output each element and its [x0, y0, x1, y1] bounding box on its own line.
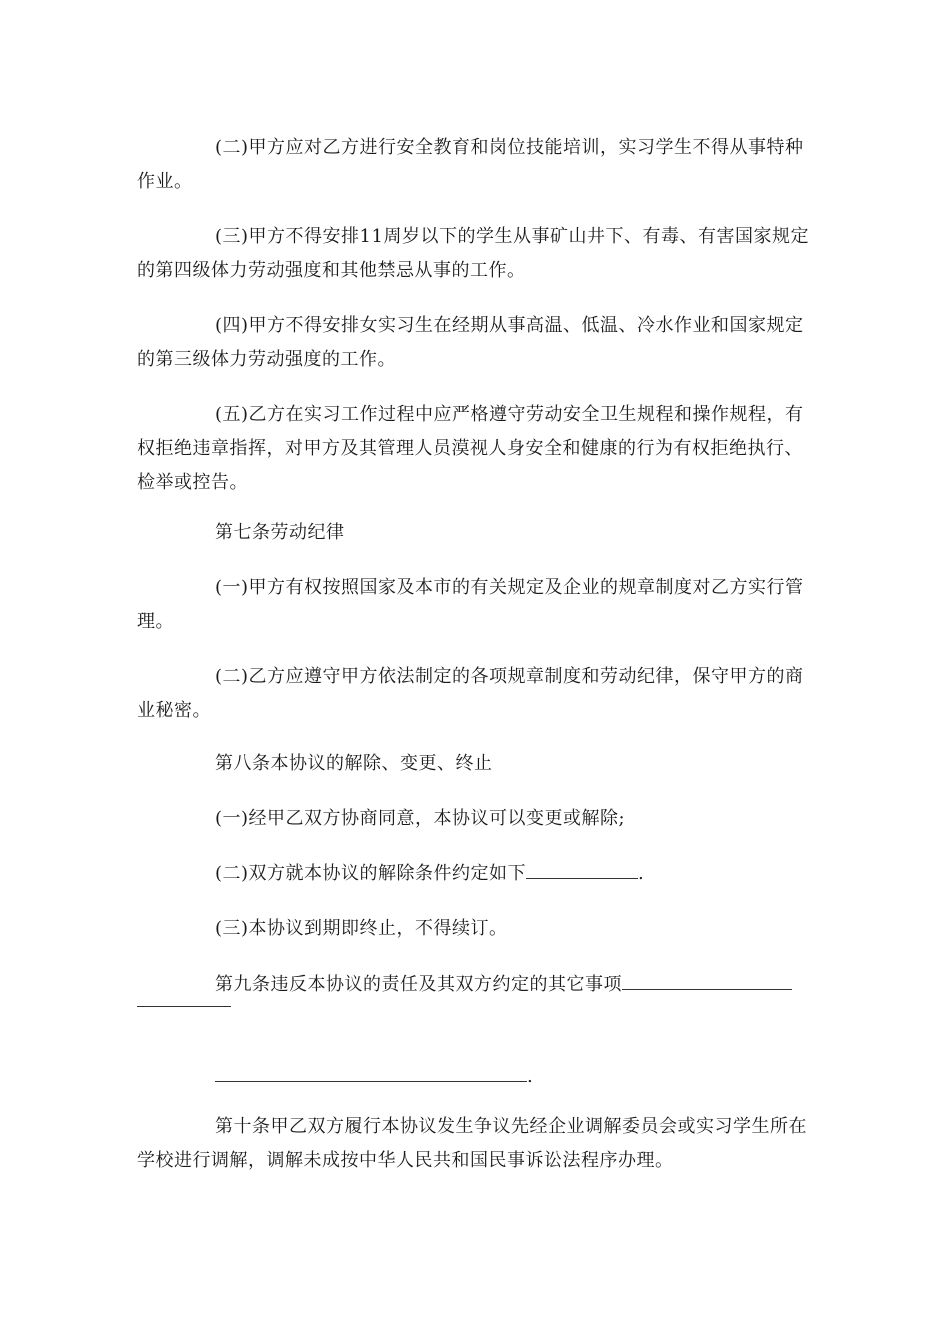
fill-in-blank: [215, 1063, 527, 1082]
clause-7-item-1: (一)甲方有权按照国家及本市的有关规定及企业的规章制度对乙方实行管理。: [137, 577, 804, 632]
clause-7-item-2: (二)乙方应遵守甲方依法制定的各项规章制度和劳动纪律，保守甲方的商业秘密。: [137, 666, 804, 721]
fill-in-blank: [526, 860, 638, 879]
clause-8-item-2: [215, 857, 644, 891]
clause-8-item-2-text: (二)双方就本协议的解除条件约定如下: [215, 863, 527, 884]
fill-in-blank: [622, 971, 792, 990]
article-9-text: 第九条违反本协议的责任及其双方约定的其它事项: [215, 974, 622, 995]
clause-6-item-5: (五)乙方在实习工作过程中应严格遵守劳动安全卫生规程和操作规程，有权拒绝违章指挥，对甲方及其管理人员漠视人身安全和健康的行为有权拒绝执行、检举或控告。: [137, 404, 804, 493]
fill-in-blank-continued: [137, 1006, 231, 1007]
clause-8-item-3: (三)本协议到期即终止，不得续订。: [215, 918, 508, 939]
clause-6-item-2: (二)甲方应对乙方进行安全教育和岗位技能培训，实习学生不得从事特种作业。: [137, 137, 804, 192]
article-9-heading: [215, 968, 792, 1002]
article-9-blank-line: [215, 1060, 533, 1094]
article-10: 第十条甲乙双方履行本协议发生争议先经企业调解委员会或实习学生所在学校进行调解，调解未成按中华人民共和国民事诉讼法程序办理。: [137, 1116, 807, 1171]
article-8-heading: 第八条本协议的解除、变更、终止: [215, 753, 493, 774]
clause-8-item-1: (一)经甲乙双方协商同意，本协议可以变更或解除;: [215, 808, 626, 829]
article-9-blank-period: .: [527, 1066, 534, 1087]
clause-6-item-4: (四)甲方不得安排女实习生在经期从事高温、低温、冷水作业和国家规定的第三级体力劳动强度的工作。: [137, 315, 804, 370]
clause-8-item-2-period: .: [638, 863, 645, 884]
article-7-heading: 第七条劳动纪律: [215, 522, 345, 543]
clause-6-item-3: (三)甲方不得安排11周岁以下的学生从事矿山井下、有毒、有害国家规定的第四级体力劳动强度和其他禁忌从事的工作。: [137, 226, 809, 281]
